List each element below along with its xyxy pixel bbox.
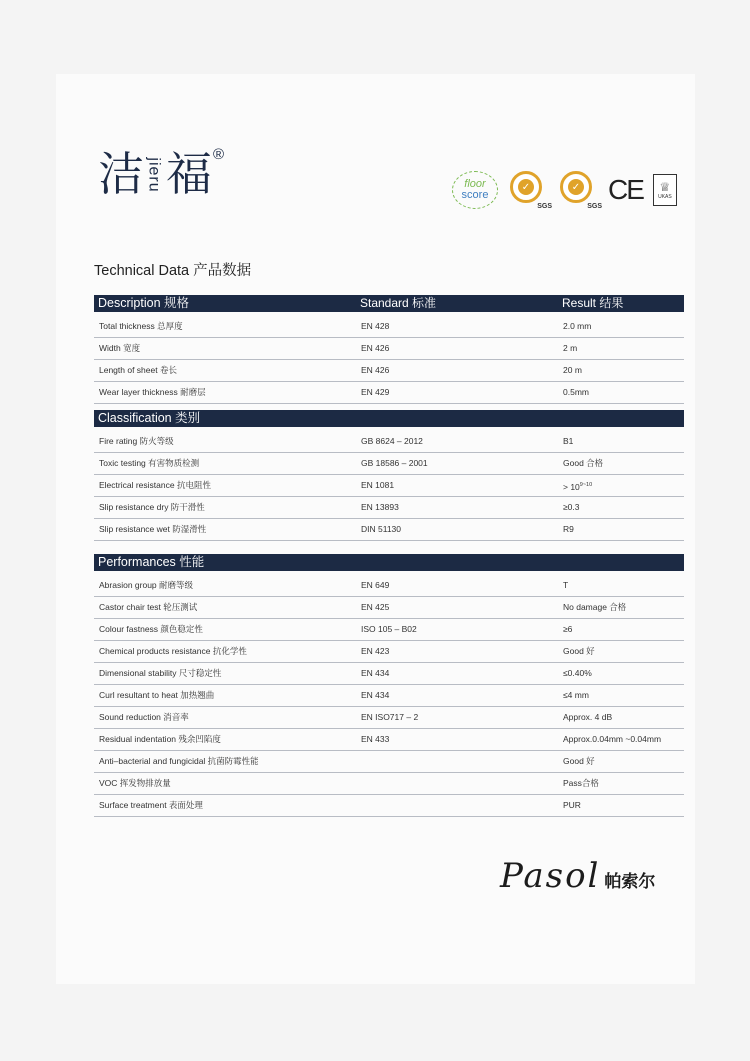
- table-row: Slip resistance wet 防湿滑性 DIN 51130 R9: [94, 518, 684, 541]
- check-icon: ✓: [518, 179, 534, 195]
- table-row: Electrical resistance 抗电阻性 EN 1081 > $10^{9\sim 10}$: [94, 474, 684, 497]
- table-row: Residual indentation 残余凹陷度 EN 433 Approx.0.04mm ~0.04mm: [94, 728, 684, 751]
- ce-mark: CE: [608, 174, 643, 205]
- table-row: Dimensional stability 尺寸稳定性 EN 434 ≤0.40%: [94, 662, 684, 685]
- logo-char-2: 福: [166, 147, 212, 201]
- table-row: Colour fastness 颜色稳定性 ISO 105 – B02 ≥6: [94, 618, 684, 641]
- table-row: Slip resistance dry 防干滑性 EN 13893 ≥0.3: [94, 496, 684, 519]
- brand-chinese: 帕索尔: [604, 872, 656, 892]
- section-header-performances: Performances 性能: [94, 554, 684, 571]
- check-icon: ✓: [568, 179, 584, 195]
- pasol-brand-logo: [500, 856, 655, 896]
- page-title: Technical Data 产品数据: [94, 263, 252, 279]
- table-row: Total thickness 总厚度 EN 428 2.0 mm: [94, 315, 684, 338]
- resistance-value: > $10^{9\sim 10}$: [563, 481, 593, 492]
- table-row: Anti–bacterial and fungicidal 抗菌防霉性能 Good 好: [94, 750, 684, 773]
- logo-char-1: 洁: [98, 147, 144, 201]
- certification-badges: [452, 170, 677, 210]
- section-header-description: Description 规格 Standard 标准 Result 结果: [94, 295, 684, 312]
- sgs-badge-1: ✓ SGS: [508, 170, 548, 210]
- ukas-badge: ♕ UKAS: [653, 174, 677, 206]
- table-row: Curl resultant to heat 加热翘曲 EN 434 ≤4 mm: [94, 684, 684, 707]
- floorscore-badge: floor score: [452, 171, 498, 209]
- section-header-classification: Classification 类别: [94, 410, 684, 427]
- table-row: Wear layer thickness 耐磨层 EN 429 0.5mm: [94, 381, 684, 404]
- table-row: Width 宽度 EN 426 2 m: [94, 337, 684, 360]
- table-row: Castor chair test 轮压测试 EN 425 No damage 合格: [94, 596, 684, 619]
- registered-mark: ®: [213, 146, 225, 163]
- brand-logo: [98, 146, 224, 206]
- table-row: VOC 挥发物排放量 Pass合格: [94, 772, 684, 795]
- logo-rotated-text: jieru: [145, 157, 163, 193]
- table-row: Surface treatment 表面处理 PUR: [94, 794, 684, 817]
- brand-script: Pasol: [500, 856, 601, 896]
- table-row: Sound reduction 消音率 EN ISO717 – 2 Approx. 4 dB: [94, 706, 684, 729]
- table-row: Chemical products resistance 抗化学性 EN 423 Good 好: [94, 640, 684, 663]
- table-row: Length of sheet 卷长 EN 426 20 m: [94, 359, 684, 382]
- sgs-badge-2: ✓ SGS: [558, 170, 598, 210]
- table-row: Fire rating 防火等级 GB 8624 – 2012 B1: [94, 430, 684, 453]
- table-row: Toxic testing 有害物质检测 GB 18586 – 2001 Good 合格: [94, 452, 684, 475]
- table-row: Abrasion group 耐磨等级 EN 649 T: [94, 574, 684, 597]
- crown-icon: ♕: [659, 180, 671, 194]
